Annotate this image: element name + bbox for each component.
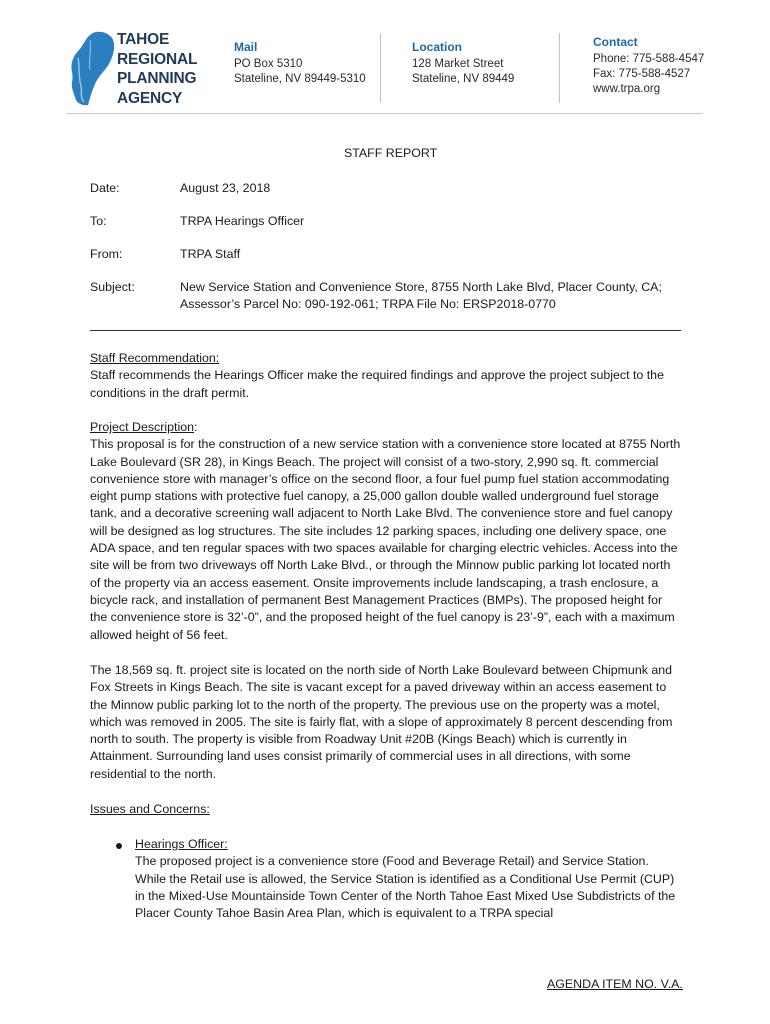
report-title: STAFF REPORT <box>344 146 438 160</box>
subject-label: Subject: <box>90 280 135 294</box>
location-heading: Location <box>412 40 462 54</box>
hearings-officer-bullet <box>135 836 680 922</box>
header-divider <box>90 330 681 331</box>
org-line: TAHOE <box>117 31 170 48</box>
letterhead-divider <box>380 33 381 103</box>
bullet-icon <box>116 843 122 849</box>
location-line: 128 Market Street <box>412 58 504 70</box>
from-label: From: <box>90 247 123 261</box>
letterhead-divider <box>559 33 560 103</box>
bullet-text: The proposed project is a convenience store (Food and Beverage Retail) and Service Station. While the Retail use is allowed, the Service Station is identified as a Conditional Use Permit (CUP) in the Mixed-Use Mountainside Town Center of the North Tahoe East Mixed Use Subdistricts of the Placer County Tahoe Basin Area Plan, which is equivalent to a TRPA special <box>135 854 676 921</box>
contact-heading: Contact <box>593 35 638 49</box>
agenda-item-label: AGENDA ITEM NO. V.A. <box>547 977 683 991</box>
from-value: TRPA Staff <box>180 247 241 261</box>
mail-line: Stateline, NV 89449-5310 <box>234 73 366 85</box>
recommendation-heading: Staff Recommendation: <box>90 351 220 365</box>
subject-value: New Service Station and Convenience Store, 8755 North Lake Blvd, Placer County, CA; Assessor’s Parcel No: 090-192-061; TRPA File No: ERSP2018-0770 <box>180 280 662 311</box>
recommendation-section <box>90 350 682 402</box>
project-site-section <box>90 662 682 783</box>
mail-line: PO Box 5310 <box>234 58 303 70</box>
date-label: Date: <box>90 181 120 195</box>
contact-fax: Fax: 775-588-4527 <box>593 68 691 80</box>
org-line: AGENCY <box>117 89 183 107</box>
location-line: Stateline, NV 89449 <box>412 73 515 85</box>
project-paragraph-2: The 18,569 sq. ft. project site is located on the north side of North Lake Boulevard between Chipmunk and Fox Streets in Kings Beach. The site is vacant except for a paved driveway within an access easement to the Minnow public parking lot to the north of the property. The previous use on the property was a motel, which was removed in 2005. The site is fairly flat, with a slope of approximately 8 percent descending from north to south. The property is visible from Roadway Unit #20B (Kings Beach) which is currently in Attainment. Surrounding land uses consist primarily of commercial uses in all directions, with some residential to the north. <box>90 663 673 781</box>
contact-phone: Phone: 775-588-4547 <box>593 53 705 65</box>
to-value: TRPA Hearings Officer <box>180 214 305 228</box>
project-heading-colon: : <box>193 420 198 434</box>
project-paragraph-1: This proposal is for the construction of a new service station with a convenience store located at 8755 North Lake Boulevard (SR 28), in Kings Beach. The project will consist of a two-story, 2,990 sq. ft. commercial convenience store with manager’s office on the second floor, a four fuel pump fuel station accommodating eight pump stations with protective fuel canopy, a 25,000 gallon double walled underground fuel storage tank, and a decorative screening wall adjacent to North Lake Blvd. The convenience store and fuel canopy will be designed as log structures. The site includes 12 parking spaces, including one delivery space, one ADA space, and ten regular spaces with two spaces available for charging electric vehicles. Access into the site will be from two driveways off North Lake Blvd., or through the Minnow public parking lot located north of the property via an access easement. Onsite improvements include landscaping, a trash enclosure, a bicycle rack, and installation of permanent Best Management Practices (BMPs). The proposed height for the convenience store is 32’-0”, and the proposed height of the fuel canopy is 23’-9”, each with a maximum allowed height of 56 feet. <box>90 437 681 642</box>
org-line: PLANNING <box>117 70 197 87</box>
project-heading: Project Description <box>90 420 194 434</box>
bullet-heading: Hearings Officer: <box>135 837 228 851</box>
contact-block <box>593 35 704 97</box>
letterhead-rule <box>66 113 703 114</box>
issues-heading: Issues and Concerns: <box>90 802 210 816</box>
project-description-section <box>90 419 682 644</box>
trpa-logo-icon <box>66 30 118 108</box>
location-address-block <box>412 40 514 87</box>
to-label: To: <box>90 214 107 228</box>
mail-heading: Mail <box>234 40 258 54</box>
recommendation-text: Staff recommends the Hearings Officer make the required findings and approve the project subject to the conditions in the draft permit. <box>90 368 664 400</box>
mail-address-block <box>234 40 366 87</box>
org-line: REGIONAL <box>117 50 198 68</box>
contact-website-link[interactable]: www.trpa.org <box>593 83 661 95</box>
organization-name <box>117 30 217 108</box>
issues-section <box>90 801 682 818</box>
project-heading-line <box>90 419 682 436</box>
date-value: August 23, 2018 <box>180 181 271 195</box>
